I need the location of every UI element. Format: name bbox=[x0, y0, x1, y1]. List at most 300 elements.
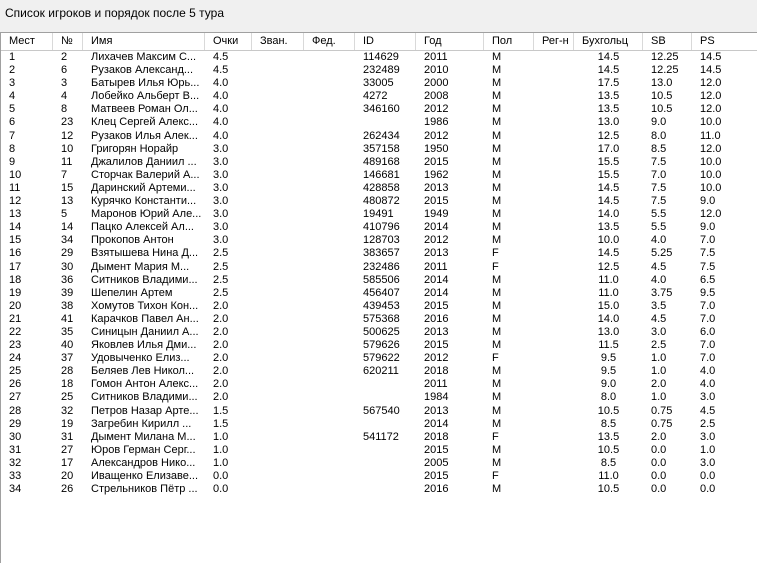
cell-name: Иващенко Елизаве... bbox=[91, 470, 199, 482]
cell-sex: F bbox=[492, 470, 499, 482]
cell-place: 26 bbox=[9, 378, 22, 391]
cell-region bbox=[534, 51, 574, 64]
cell-ps: 9.0 bbox=[700, 195, 716, 208]
cell-place: 29 bbox=[9, 417, 22, 430]
cell-sex: M bbox=[492, 391, 502, 404]
cell-ps: 7.5 bbox=[700, 247, 716, 260]
cell-sex: M bbox=[492, 64, 502, 77]
table-row[interactable] bbox=[1, 444, 757, 457]
cell-id: 500625 bbox=[363, 325, 400, 338]
cell-buchholz: 14.5 bbox=[597, 51, 620, 63]
cell-number: 3 bbox=[61, 77, 68, 90]
cell-id bbox=[355, 391, 416, 404]
column-header-region[interactable]: Рег-н bbox=[534, 33, 574, 50]
table-row[interactable] bbox=[1, 103, 757, 116]
cell-region bbox=[534, 274, 574, 287]
cell-number: 40 bbox=[61, 339, 74, 352]
cell-name: Стрельников Пётр ... bbox=[91, 483, 198, 496]
cell-name: Взятышева Нина Д... bbox=[91, 247, 199, 260]
cell-ps: 2.5 bbox=[700, 417, 716, 430]
table-row[interactable] bbox=[1, 378, 757, 391]
cell-title bbox=[252, 391, 304, 404]
cell-number: 29 bbox=[61, 247, 74, 260]
cell-buchholz: 15.0 bbox=[597, 299, 620, 312]
cell-sex: M bbox=[492, 312, 502, 325]
cell-points: 4.0 bbox=[213, 129, 229, 142]
cell-number: 13 bbox=[61, 195, 74, 208]
cell-buchholz: 15.5 bbox=[597, 155, 620, 168]
cell-ps: 12.0 bbox=[700, 208, 722, 221]
cell-year: 2014 bbox=[424, 273, 449, 286]
cell-place: 7 bbox=[9, 129, 16, 142]
cell-title bbox=[252, 470, 304, 483]
cell-sex: M bbox=[492, 221, 502, 234]
cell-region bbox=[534, 326, 574, 339]
cell-ps: 9.0 bbox=[700, 221, 716, 234]
cell-number: 28 bbox=[61, 365, 74, 378]
cell-region bbox=[534, 352, 574, 365]
cell-number: 32 bbox=[61, 404, 74, 417]
cell-id: 489168 bbox=[363, 155, 400, 168]
table-row[interactable] bbox=[1, 365, 757, 378]
column-header-buchholz[interactable]: Бухгольц bbox=[574, 33, 643, 50]
cell-title bbox=[252, 405, 304, 418]
cell-number: 4 bbox=[61, 90, 68, 103]
table-row[interactable] bbox=[1, 339, 757, 352]
table-row[interactable] bbox=[1, 418, 757, 431]
cell-title bbox=[252, 247, 304, 260]
window-title: Список игроков и порядок после 5 тура bbox=[5, 6, 224, 20]
cell-buchholz: 9.5 bbox=[600, 365, 617, 378]
cell-sb: 9.0 bbox=[651, 116, 667, 129]
table-row[interactable] bbox=[1, 182, 757, 195]
cell-sb: 2.0 bbox=[651, 378, 667, 391]
cell-id: 439453 bbox=[363, 299, 400, 312]
cell-sex: M bbox=[492, 77, 502, 90]
cell-ps: 11.0 bbox=[700, 129, 721, 142]
cell-title bbox=[252, 287, 304, 300]
cell-region bbox=[534, 431, 574, 444]
cell-federation bbox=[304, 391, 355, 404]
table-row[interactable] bbox=[1, 51, 757, 64]
table-row[interactable] bbox=[1, 470, 757, 483]
cell-id: 567540 bbox=[363, 404, 400, 417]
cell-sb: 2.0 bbox=[651, 430, 667, 443]
cell-region bbox=[534, 64, 574, 77]
cell-year: 2015 bbox=[424, 299, 449, 312]
cell-ps: 4.0 bbox=[700, 378, 716, 391]
cell-place: 6 bbox=[9, 116, 16, 129]
cell-federation bbox=[304, 300, 355, 313]
table-row[interactable] bbox=[1, 234, 757, 247]
table-row[interactable] bbox=[1, 90, 757, 103]
cell-name: Дымент Милана М... bbox=[91, 430, 196, 443]
cell-points: 1.5 bbox=[213, 404, 229, 417]
cell-federation bbox=[304, 195, 355, 208]
table-row[interactable] bbox=[1, 300, 757, 313]
table-header bbox=[1, 33, 757, 51]
cell-sb: 0.0 bbox=[651, 456, 667, 469]
cell-region bbox=[534, 470, 574, 483]
cell-sex: M bbox=[492, 273, 502, 286]
cell-points: 3.0 bbox=[213, 181, 229, 194]
table-row[interactable] bbox=[1, 195, 757, 208]
column-header-points[interactable]: Очки bbox=[205, 33, 252, 50]
cell-name: Беляев Лев Никол... bbox=[91, 365, 195, 378]
table-row[interactable] bbox=[1, 313, 757, 326]
cell-sex: M bbox=[492, 51, 502, 63]
cell-title bbox=[252, 169, 304, 182]
cell-sex: M bbox=[492, 103, 502, 116]
table-row[interactable] bbox=[1, 116, 757, 129]
cell-buchholz: 17.5 bbox=[597, 77, 620, 90]
cell-sb: 7.0 bbox=[651, 168, 667, 181]
cell-title bbox=[252, 300, 304, 313]
cell-buchholz: 8.0 bbox=[600, 391, 617, 404]
cell-name: Маронов Юрий Але... bbox=[91, 208, 202, 221]
column-header-name[interactable]: Имя bbox=[83, 33, 205, 50]
cell-sex: M bbox=[492, 325, 502, 338]
cell-sex: M bbox=[492, 181, 502, 194]
cell-federation bbox=[304, 143, 355, 156]
cell-title bbox=[252, 182, 304, 195]
column-header-ps[interactable]: PS bbox=[692, 33, 757, 50]
cell-place: 30 bbox=[9, 430, 22, 443]
cell-sb: 0.0 bbox=[651, 470, 667, 482]
cell-id: 575368 bbox=[363, 312, 400, 325]
cell-region bbox=[534, 287, 574, 300]
cell-buchholz: 11.0 bbox=[598, 470, 619, 482]
cell-federation bbox=[304, 378, 355, 391]
column-header-sex[interactable]: Пол bbox=[484, 33, 534, 50]
cell-name: Синицын Даниил А... bbox=[91, 325, 199, 338]
cell-buchholz: 12.5 bbox=[597, 260, 620, 273]
cell-place: 21 bbox=[9, 312, 22, 325]
cell-federation bbox=[304, 234, 355, 247]
table-row[interactable] bbox=[1, 169, 757, 182]
table-row[interactable] bbox=[1, 405, 757, 418]
cell-title bbox=[252, 208, 304, 221]
cell-name: Яковлев Илья Дми... bbox=[91, 339, 197, 352]
cell-buchholz: 10.5 bbox=[597, 404, 620, 417]
table-row[interactable] bbox=[1, 77, 757, 90]
cell-ps: 14.5 bbox=[700, 64, 722, 77]
cell-federation bbox=[304, 103, 355, 116]
cell-name: Матвеев Роман Ол... bbox=[91, 103, 198, 116]
cell-sex: M bbox=[492, 483, 502, 496]
cell-region bbox=[534, 457, 574, 470]
cell-federation bbox=[304, 90, 355, 103]
cell-place: 25 bbox=[9, 365, 22, 378]
cell-federation bbox=[304, 247, 355, 260]
cell-title bbox=[252, 116, 304, 129]
cell-year: 2005 bbox=[424, 456, 449, 469]
cell-points: 4.0 bbox=[213, 116, 229, 129]
cell-sex: F bbox=[492, 260, 499, 273]
cell-region bbox=[534, 378, 574, 391]
cell-title bbox=[252, 274, 304, 287]
cell-buchholz: 9.0 bbox=[600, 378, 617, 391]
cell-federation bbox=[304, 274, 355, 287]
cell-year: 2012 bbox=[424, 234, 449, 247]
cell-place: 12 bbox=[9, 195, 22, 208]
cell-sb: 0.0 bbox=[651, 443, 667, 456]
cell-buchholz: 11.5 bbox=[598, 339, 619, 352]
cell-name: Дымент Мария М... bbox=[91, 260, 190, 273]
cell-buchholz: 14.5 bbox=[597, 247, 620, 260]
cell-region bbox=[534, 182, 574, 195]
cell-points: 1.0 bbox=[213, 430, 229, 443]
cell-region bbox=[534, 116, 574, 129]
cell-federation bbox=[304, 339, 355, 352]
cell-name: Гомон Антон Алекс... bbox=[91, 378, 199, 391]
cell-year: 2012 bbox=[424, 129, 449, 142]
cell-number: 8 bbox=[61, 103, 68, 116]
table-row[interactable] bbox=[1, 483, 757, 496]
column-header-sb[interactable]: SB bbox=[643, 33, 692, 50]
cell-points: 1.0 bbox=[213, 456, 229, 469]
cell-name: Прокопов Антон bbox=[91, 234, 174, 247]
cell-points: 4.0 bbox=[213, 77, 229, 90]
cell-buchholz: 13.5 bbox=[597, 430, 620, 443]
cell-region bbox=[534, 77, 574, 90]
cell-place: 4 bbox=[9, 90, 16, 103]
cell-region bbox=[534, 391, 574, 404]
cell-title bbox=[252, 352, 304, 365]
cell-region bbox=[534, 234, 574, 247]
table-row[interactable] bbox=[1, 391, 757, 404]
cell-place: 11 bbox=[9, 181, 21, 194]
cell-ps: 9.5 bbox=[700, 286, 716, 299]
cell-place: 14 bbox=[9, 221, 22, 234]
table-row[interactable] bbox=[1, 457, 757, 470]
column-header-place[interactable]: Мест bbox=[1, 33, 53, 50]
cell-sb: 4.0 bbox=[651, 273, 667, 286]
cell-place: 24 bbox=[9, 352, 22, 365]
cell-place: 23 bbox=[9, 339, 22, 352]
cell-number: 31 bbox=[61, 430, 74, 443]
table-row[interactable] bbox=[1, 130, 757, 143]
cell-id bbox=[355, 483, 416, 496]
cell-number: 25 bbox=[61, 391, 74, 404]
cell-sb: 3.0 bbox=[651, 325, 667, 338]
cell-federation bbox=[304, 444, 355, 457]
cell-id: 620211 bbox=[363, 365, 399, 378]
cell-year: 2014 bbox=[424, 286, 449, 299]
cell-number: 19 bbox=[61, 417, 74, 430]
table-row[interactable] bbox=[1, 431, 757, 444]
cell-federation bbox=[304, 470, 355, 483]
cell-year: 2011 bbox=[424, 260, 448, 273]
cell-id: 346160 bbox=[363, 103, 400, 116]
table-row[interactable] bbox=[1, 287, 757, 300]
cell-sb: 1.0 bbox=[651, 365, 667, 378]
cell-number: 14 bbox=[61, 221, 74, 234]
cell-id: 579626 bbox=[363, 339, 400, 352]
cell-place: 5 bbox=[9, 103, 16, 116]
cell-id: 232486 bbox=[363, 260, 400, 273]
column-header-number[interactable]: № bbox=[53, 33, 83, 50]
cell-points: 0.0 bbox=[213, 470, 229, 482]
cell-buchholz: 13.0 bbox=[597, 116, 620, 129]
column-header-year[interactable]: Год bbox=[416, 33, 484, 50]
cell-title bbox=[252, 156, 304, 169]
cell-year: 1950 bbox=[424, 142, 449, 155]
cell-title bbox=[252, 221, 304, 234]
cell-sex: F bbox=[492, 430, 499, 443]
cell-points: 2.0 bbox=[213, 378, 229, 391]
cell-id bbox=[355, 444, 416, 457]
table-row[interactable] bbox=[1, 247, 757, 260]
cell-sex: M bbox=[492, 404, 502, 417]
cell-title bbox=[252, 431, 304, 444]
table-row[interactable] bbox=[1, 221, 757, 234]
cell-sb: 1.0 bbox=[651, 352, 667, 365]
cell-year: 2018 bbox=[424, 430, 449, 443]
cell-ps: 7.0 bbox=[700, 339, 716, 352]
cell-year: 2013 bbox=[424, 325, 449, 338]
cell-title bbox=[252, 103, 304, 116]
table-row[interactable] bbox=[1, 274, 757, 287]
cell-place: 10 bbox=[9, 168, 22, 181]
cell-name: Александров Нико... bbox=[91, 456, 196, 469]
cell-federation bbox=[304, 352, 355, 365]
cell-buchholz: 13.5 bbox=[597, 221, 620, 234]
cell-id bbox=[355, 457, 416, 470]
cell-title bbox=[252, 77, 304, 90]
cell-number: 10 bbox=[61, 142, 74, 155]
cell-id bbox=[355, 116, 416, 129]
cell-sb: 0.0 bbox=[651, 483, 667, 496]
cell-name: Григорян Норайр bbox=[91, 142, 179, 155]
cell-sb: 2.5 bbox=[651, 339, 667, 352]
cell-number: 37 bbox=[61, 352, 74, 365]
cell-number: 15 bbox=[61, 181, 74, 194]
cell-points: 2.0 bbox=[213, 365, 229, 378]
cell-sex: M bbox=[492, 90, 502, 103]
cell-number: 34 bbox=[61, 234, 74, 247]
cell-federation bbox=[304, 208, 355, 221]
cell-sb: 1.0 bbox=[651, 391, 667, 404]
cell-title bbox=[252, 365, 304, 378]
cell-id bbox=[355, 470, 416, 483]
cell-federation bbox=[304, 51, 355, 64]
cell-points: 4.5 bbox=[213, 51, 229, 63]
cell-region bbox=[534, 208, 574, 221]
cell-id: 383657 bbox=[363, 247, 400, 260]
cell-year: 1984 bbox=[424, 391, 449, 404]
cell-sb: 8.5 bbox=[651, 142, 667, 155]
cell-name: Хомутов Тихон Кон... bbox=[91, 299, 199, 312]
cell-sb: 5.5 bbox=[651, 221, 667, 234]
cell-points: 3.0 bbox=[213, 168, 229, 181]
cell-year: 2008 bbox=[424, 90, 449, 103]
cell-title bbox=[252, 339, 304, 352]
table-row[interactable] bbox=[1, 143, 757, 156]
cell-ps: 7.0 bbox=[700, 234, 716, 247]
cell-ps: 6.5 bbox=[700, 273, 716, 286]
column-header-federation[interactable]: Фед. bbox=[304, 33, 355, 50]
cell-sex: M bbox=[492, 168, 502, 181]
cell-region bbox=[534, 418, 574, 431]
cell-points: 3.0 bbox=[213, 155, 229, 168]
cell-points: 3.0 bbox=[213, 234, 229, 247]
cell-points: 1.0 bbox=[213, 443, 229, 456]
table-row[interactable] bbox=[1, 326, 757, 339]
cell-points: 2.0 bbox=[213, 339, 229, 352]
cell-sex: M bbox=[492, 155, 502, 168]
cell-ps: 3.0 bbox=[700, 430, 716, 443]
table-row[interactable] bbox=[1, 64, 757, 77]
cell-name: Петров Назар Арте... bbox=[91, 404, 199, 417]
cell-number: 6 bbox=[61, 64, 68, 77]
cell-sex: M bbox=[492, 142, 502, 155]
cell-ps: 12.0 bbox=[700, 77, 722, 90]
cell-sex: M bbox=[492, 417, 502, 430]
cell-number: 36 bbox=[61, 273, 74, 286]
column-header-id[interactable]: ID bbox=[355, 33, 416, 50]
cell-id: 33005 bbox=[363, 77, 394, 90]
table-row[interactable] bbox=[1, 352, 757, 365]
table-row[interactable] bbox=[1, 156, 757, 169]
cell-ps: 14.5 bbox=[700, 51, 722, 63]
cell-id: 480872 bbox=[363, 195, 400, 208]
cell-number: 17 bbox=[61, 456, 74, 469]
cell-sex: F bbox=[492, 247, 499, 260]
table-row[interactable] bbox=[1, 208, 757, 221]
cell-region bbox=[534, 195, 574, 208]
cell-sex: M bbox=[492, 443, 502, 456]
table-row[interactable] bbox=[1, 261, 757, 274]
cell-year: 2013 bbox=[424, 247, 449, 260]
cell-title bbox=[252, 64, 304, 77]
cell-title bbox=[252, 234, 304, 247]
cell-region bbox=[534, 169, 574, 182]
cell-year: 2015 bbox=[424, 443, 449, 456]
cell-place: 16 bbox=[9, 247, 22, 260]
cell-points: 2.5 bbox=[213, 286, 229, 299]
cell-place: 9 bbox=[9, 155, 16, 168]
cell-buchholz: 8.5 bbox=[600, 417, 617, 430]
cell-year: 2015 bbox=[424, 155, 449, 168]
cell-ps: 0.0 bbox=[700, 483, 716, 496]
cell-region bbox=[534, 221, 574, 234]
cell-title bbox=[252, 90, 304, 103]
cell-number: 12 bbox=[61, 129, 74, 142]
cell-ps: 10.0 bbox=[700, 116, 722, 129]
cell-sb: 0.75 bbox=[651, 404, 673, 417]
cell-sex: M bbox=[492, 286, 502, 299]
players-list[interactable] bbox=[0, 32, 757, 563]
cell-buchholz: 14.5 bbox=[597, 181, 620, 194]
cell-buchholz: 14.5 bbox=[597, 64, 620, 77]
cell-buchholz: 14.0 bbox=[597, 208, 620, 221]
cell-number: 2 bbox=[61, 51, 68, 63]
cell-place: 28 bbox=[9, 404, 22, 417]
cell-place: 31 bbox=[9, 443, 22, 456]
cell-federation bbox=[304, 483, 355, 496]
cell-ps: 12.0 bbox=[700, 103, 722, 116]
cell-name: Батырев Илья Юрь... bbox=[91, 77, 200, 90]
cell-title bbox=[252, 313, 304, 326]
cell-sex: M bbox=[492, 378, 502, 391]
cell-id: 585506 bbox=[363, 273, 400, 286]
cell-sb: 0.75 bbox=[651, 417, 673, 430]
column-header-title[interactable]: Зван. bbox=[252, 33, 304, 50]
cell-id: 357158 bbox=[363, 142, 400, 155]
cell-id bbox=[355, 418, 416, 431]
cell-place: 33 bbox=[9, 470, 22, 482]
